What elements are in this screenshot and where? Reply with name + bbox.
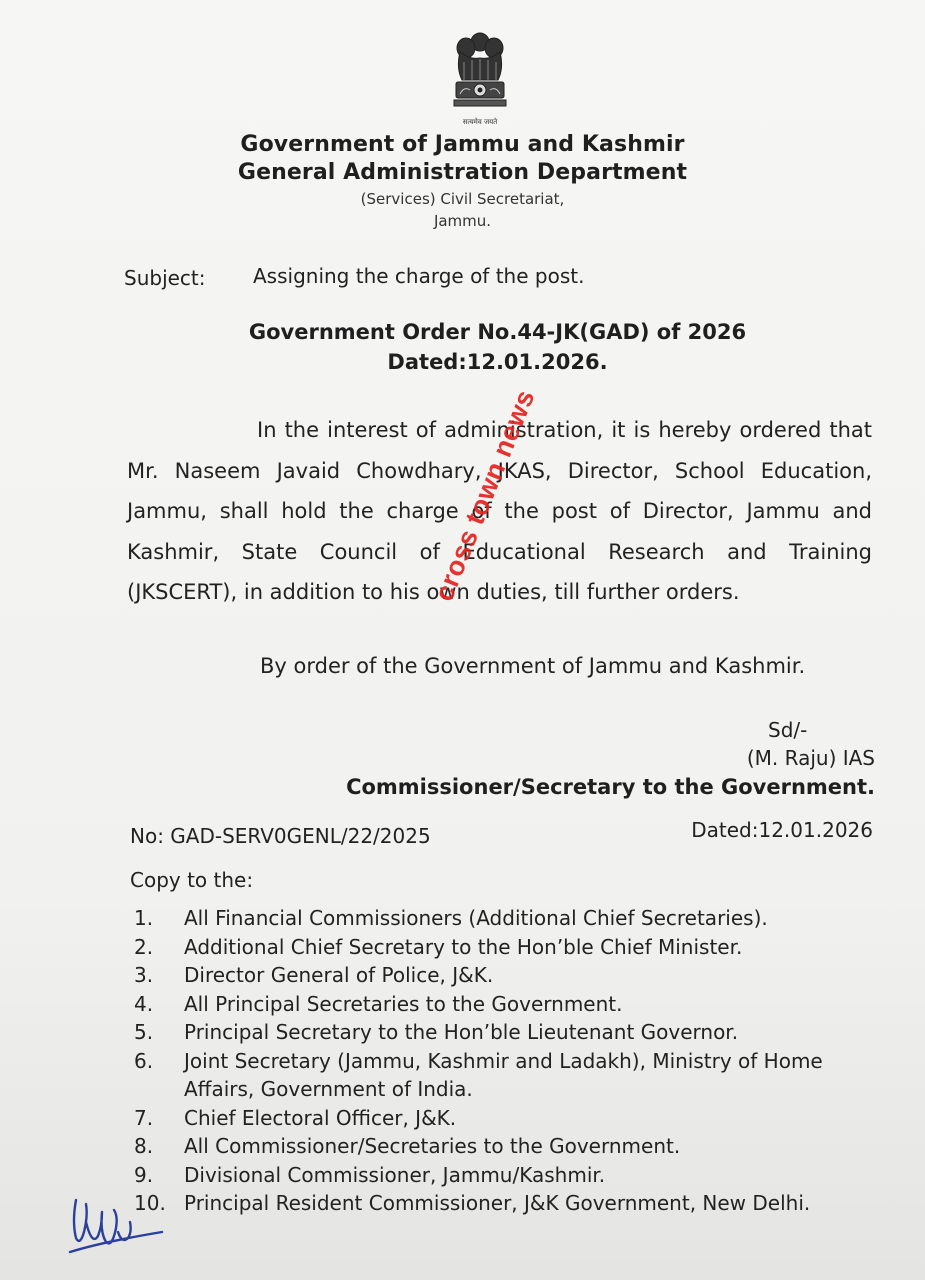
- list-item-text: Chief Electoral Officer, J&K.: [184, 1105, 457, 1130]
- list-item-text: Divisional Commissioner, Jammu/Kashmir.: [184, 1162, 606, 1187]
- list-item-text: All Principal Secretaries to the Government.: [184, 991, 623, 1016]
- copy-to-list: [134, 904, 894, 1218]
- list-item-number: 10.: [134, 1191, 166, 1215]
- signatory-name: (M. Raju) IAS: [746, 746, 875, 770]
- handwritten-initials-icon: [62, 1182, 172, 1262]
- list-item-number: 4.: [134, 991, 154, 1016]
- list-item: [134, 990, 894, 1019]
- list-item: [134, 1189, 894, 1218]
- list-item-text: All Commissioner/Secretaries to the Government.: [184, 1134, 681, 1158]
- order-date: Dated:12.01.2026.: [387, 350, 608, 374]
- sd-mark: Sd/-: [768, 718, 808, 742]
- list-item-number: 9.: [134, 1162, 154, 1187]
- government-title: Government of Jammu and Kashmir: [240, 132, 685, 157]
- reference-number: No: GAD-SERV0GENL/22/2025: [130, 824, 431, 848]
- city-line: Jammu.: [433, 212, 492, 230]
- list-item: [134, 933, 894, 962]
- by-order-line: By order of the Government of Jammu and Kashmir.: [260, 654, 806, 678]
- list-item-text: Director General of Police, J&K.: [184, 963, 494, 987]
- order-number: Government Order No.44-JK(GAD) of 2026: [248, 320, 747, 344]
- list-item-number: 2.: [134, 934, 154, 959]
- list-item-number: 7.: [134, 1105, 154, 1130]
- signatory-designation: Commissioner/Secretary to the Government.: [346, 775, 875, 799]
- subject-text: Assigning the charge of the post.: [253, 264, 585, 288]
- office-line: (Services) Civil Secretariat,: [360, 190, 565, 208]
- list-item-number: 8.: [134, 1134, 154, 1158]
- list-item-text: All Financial Commissioners (Additional Chief Secretaries).: [184, 906, 768, 930]
- reference-date: Dated:12.01.2026: [691, 818, 873, 842]
- list-item: [134, 1018, 894, 1047]
- list-item: [134, 1132, 894, 1161]
- list-item-text: Additional Chief Secretary to the Hon’ble Chief Minister.: [184, 934, 743, 959]
- list-item-number: 1.: [134, 906, 154, 930]
- list-item-number: 5.: [134, 1020, 154, 1044]
- list-item: [134, 1161, 894, 1190]
- list-item-number: 3.: [134, 963, 154, 987]
- list-item-text: Principal Secretary to the Hon’ble Lieutenant Governor.: [184, 1020, 739, 1044]
- subject-label: Subject:: [124, 266, 206, 290]
- list-item-number: 6.: [134, 1048, 154, 1073]
- copy-to-heading: Copy to the:: [130, 868, 254, 892]
- emblem-motto: सत्यमेव जयते: [462, 118, 498, 126]
- department-title: General Administration Department: [237, 160, 688, 185]
- national-emblem-icon: [440, 28, 520, 138]
- list-item-text: Joint Secretary (Jammu, Kashmir and Ladakh), Ministry of Home Affairs, Government of India.: [184, 1048, 823, 1101]
- list-item: [134, 961, 894, 990]
- watermark-text: cross town news: [428, 385, 541, 606]
- list-item: [134, 904, 894, 933]
- list-item: [134, 1104, 894, 1133]
- order-paragraph: In the interest of administration, it is hereby ordered that Mr. Naseem Javaid Chowdhary, JKAS, Director, School Education, Jammu, shall hold the charge of the post of Director, Jammu and Kashmir, State Council of Educational Research and Training (JKSCERT), in addition to his own duties, till further orders.: [127, 418, 872, 604]
- list-item: [134, 1047, 894, 1104]
- list-item-text: Principal Resident Commissioner, J&K Government, New Delhi.: [184, 1191, 811, 1215]
